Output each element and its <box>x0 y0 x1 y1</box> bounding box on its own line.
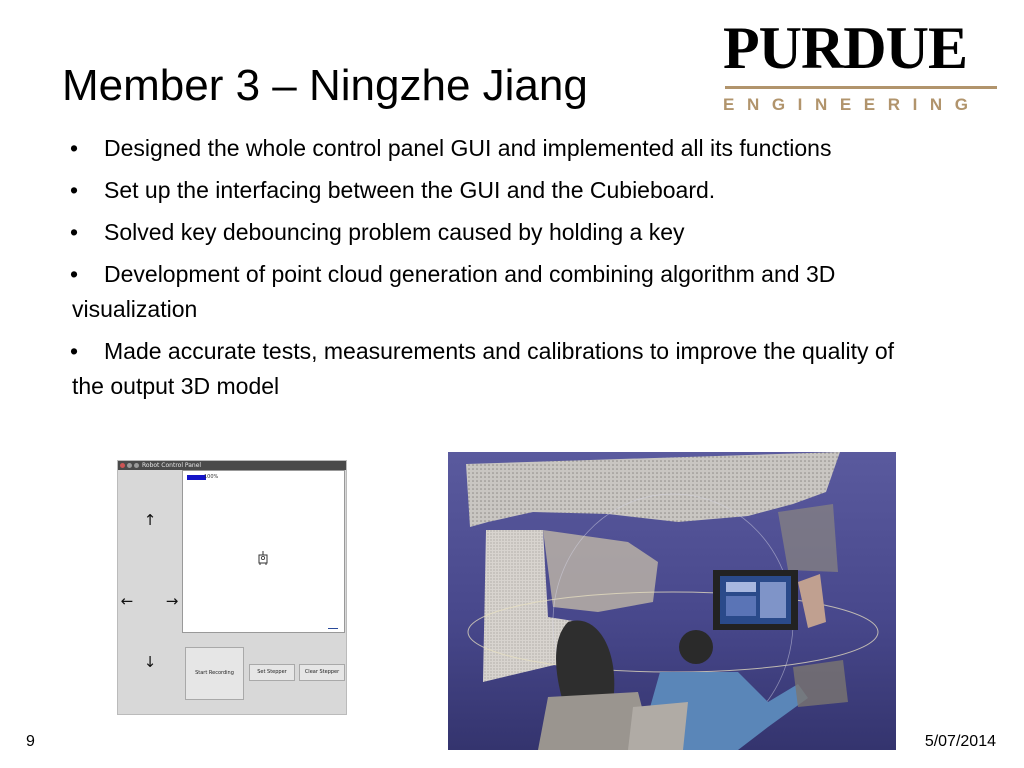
bullet-glyph: • <box>70 135 79 161</box>
start-recording-button[interactable]: Start Recording <box>185 647 244 700</box>
bullet-glyph: • <box>70 261 79 287</box>
logo-subtitle: ENGINEERING <box>723 95 981 114</box>
scale-marker <box>328 626 338 629</box>
point-cloud-image <box>448 452 896 750</box>
person-head-points <box>679 630 713 664</box>
bullet-text: Set up the interfacing between the GUI and the Cubieboard. <box>104 177 716 203</box>
clear-stepper-button[interactable]: Clear Stepper <box>299 664 345 681</box>
bullet-item <box>62 131 922 166</box>
battery-label: 100% <box>204 474 219 480</box>
bullet-list <box>62 131 922 411</box>
logo-wordmark: PURDUE <box>723 15 967 81</box>
bullet-glyph: • <box>70 177 79 203</box>
bullet-glyph: • <box>70 219 79 245</box>
arrow-left-icon[interactable]: ← <box>120 592 134 610</box>
window-maximize-icon[interactable] <box>134 463 139 468</box>
arrow-down-icon[interactable]: ↓ <box>143 653 157 671</box>
robot-icon <box>258 551 268 565</box>
window-minimize-icon[interactable] <box>127 463 132 468</box>
arrow-right-icon[interactable]: → <box>165 592 179 610</box>
bullet-text: Made accurate tests, measurements and calibrations to improve the quality of the output 3D model <box>72 338 895 399</box>
map-canvas[interactable] <box>182 470 345 633</box>
purdue-engineering-logo <box>723 15 1003 114</box>
set-stepper-button[interactable]: Set Stepper <box>249 664 295 681</box>
bullet-text: Designed the whole control panel GUI and implemented all its functions <box>104 135 832 161</box>
window-titlebar <box>118 461 346 470</box>
bullet-glyph: • <box>70 338 79 364</box>
bullet-item <box>62 334 922 404</box>
bullet-item <box>62 173 922 208</box>
bullet-item <box>62 215 922 250</box>
bullet-text: Development of point cloud generation and combining algorithm and 3D visualization <box>72 261 836 322</box>
bullet-item <box>62 257 922 327</box>
point-cloud-visualization <box>448 452 896 750</box>
window-title: Robot Control Panel <box>142 462 202 469</box>
slide-date: 5/07/2014 <box>924 733 996 750</box>
slide-number: 9 <box>26 733 35 750</box>
logo-divider <box>725 86 997 89</box>
chair-points <box>556 620 614 702</box>
slide-title: Member 3 – Ningzhe Jiang <box>62 61 588 110</box>
arrow-up-icon[interactable]: ↑ <box>143 511 157 529</box>
control-panel-screenshot <box>117 460 347 715</box>
bullet-text: Solved key debouncing problem caused by holding a key <box>104 219 685 245</box>
window-close-icon[interactable] <box>120 463 125 468</box>
